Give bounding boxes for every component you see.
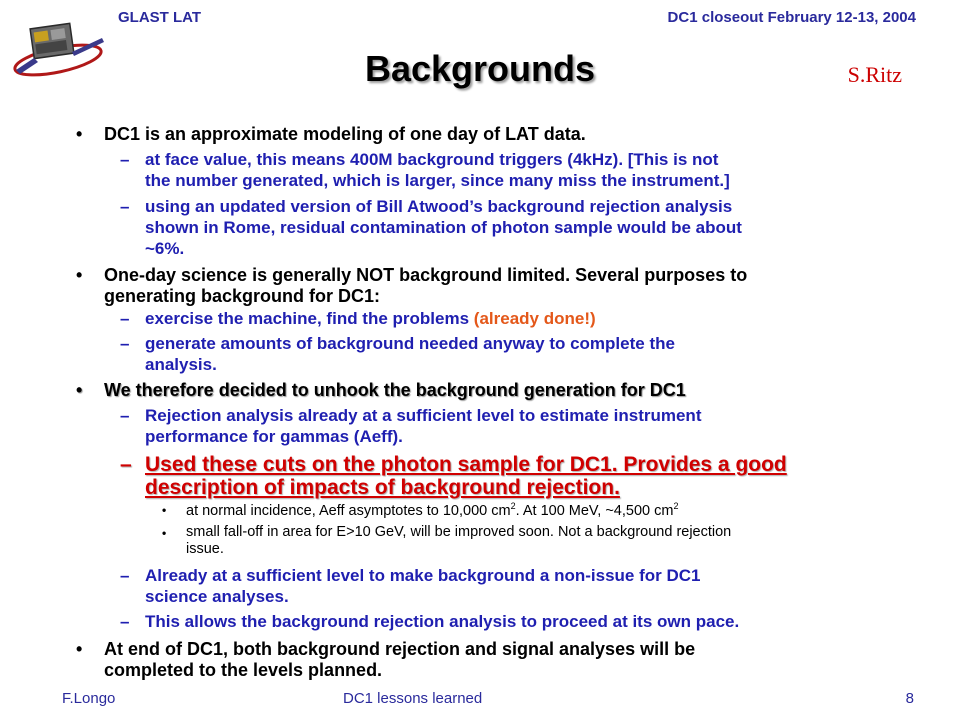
dash-marker: – (120, 334, 130, 353)
dash-marker: – (120, 566, 130, 585)
emphasis-text: description of impacts of background rejection. (145, 476, 620, 499)
page-number: 8 (905, 690, 914, 707)
sub-bullet-text: Rejection analysis already at a sufficient level to estimate instrument (145, 406, 702, 425)
dash-marker: – (120, 453, 132, 476)
header-right-title: DC1 closeout February 12-13, 2004 (667, 9, 916, 26)
emphasis-text: Used these cuts on the photon sample for DC1. Provides a good (145, 453, 787, 476)
dash-marker: – (120, 612, 130, 631)
sub-bullet-text: performance for gammas (Aeff). (145, 427, 403, 446)
superscript: 2 (673, 501, 679, 511)
sub-bullet-text: at face value, this means 400M background triggers (4kHz). [This is not (145, 150, 719, 169)
highlight-text: (already done!) (473, 309, 596, 328)
sub-bullet-text: using an updated version of Bill Atwood’s background rejection analysis (145, 197, 733, 216)
sub-bullet-text: Already at a sufficient level to make background a non-issue for DC1 (145, 566, 701, 585)
bullet-marker: • (76, 265, 83, 285)
bullet-marker: • (76, 639, 83, 659)
bullet-text: completed to the levels planned. (104, 660, 383, 680)
superscript: 2 (510, 501, 516, 511)
tertiary-text: issue. (186, 541, 224, 557)
sub-bullet-text: science analyses. (145, 587, 289, 606)
tertiary-text-a: at normal incidence, Aeff asymptotes to 10,000 cm (186, 502, 511, 519)
footer-author: F.Longo (62, 690, 116, 707)
bullet-text: DC1 is an approximate modeling of one day of LAT data. (104, 124, 586, 144)
dash-marker: – (120, 197, 130, 216)
dash-marker: – (120, 406, 130, 425)
bullet-text: generating background for DC1: (104, 286, 381, 306)
sub-bullet-text: the number generated, which is larger, since many miss the instrument.] (145, 171, 730, 190)
sub-bullet-text: ~6%. (145, 239, 185, 258)
tertiary-text-b: . At 100 MeV, ~4,500 cm (515, 502, 674, 519)
tertiary-text: small fall-off in area for E>10 GeV, will be improved soon. Not a background rejection (186, 524, 732, 540)
tertiary-text (186, 501, 678, 519)
sub-bullet-text: generate amounts of background needed anyway to complete the (145, 334, 675, 353)
bullet-text: One-day science is generally NOT background limited. Several purposes to (104, 265, 748, 285)
bullet-marker: • (162, 526, 167, 540)
bullet-text: We therefore decided to unhook the background generation for DC1 (104, 380, 686, 400)
sub-bullet-text: This allows the background rejection analysis to proceed at its own pace. (145, 612, 740, 631)
slide-title: Backgrounds (364, 48, 596, 89)
sub-bullet-main-text: exercise the machine, find the problems (145, 309, 474, 328)
sub-bullet-text: analysis. (145, 355, 217, 374)
bullet-marker: • (76, 380, 83, 400)
dash-marker: – (120, 150, 130, 169)
sub-bullet-text (145, 309, 596, 329)
author-name: S.Ritz (847, 62, 902, 87)
bullet-marker: • (162, 503, 167, 517)
dash-marker: – (120, 309, 130, 328)
sub-bullet-text: shown in Rome, residual contamination of photon sample would be about (145, 218, 742, 237)
footer-title: DC1 lessons learned (343, 690, 483, 707)
header-left-title: GLAST LAT (118, 9, 202, 26)
bullet-text: At end of DC1, both background rejection and signal analyses will be (104, 639, 696, 659)
bullet-marker: • (76, 124, 83, 144)
